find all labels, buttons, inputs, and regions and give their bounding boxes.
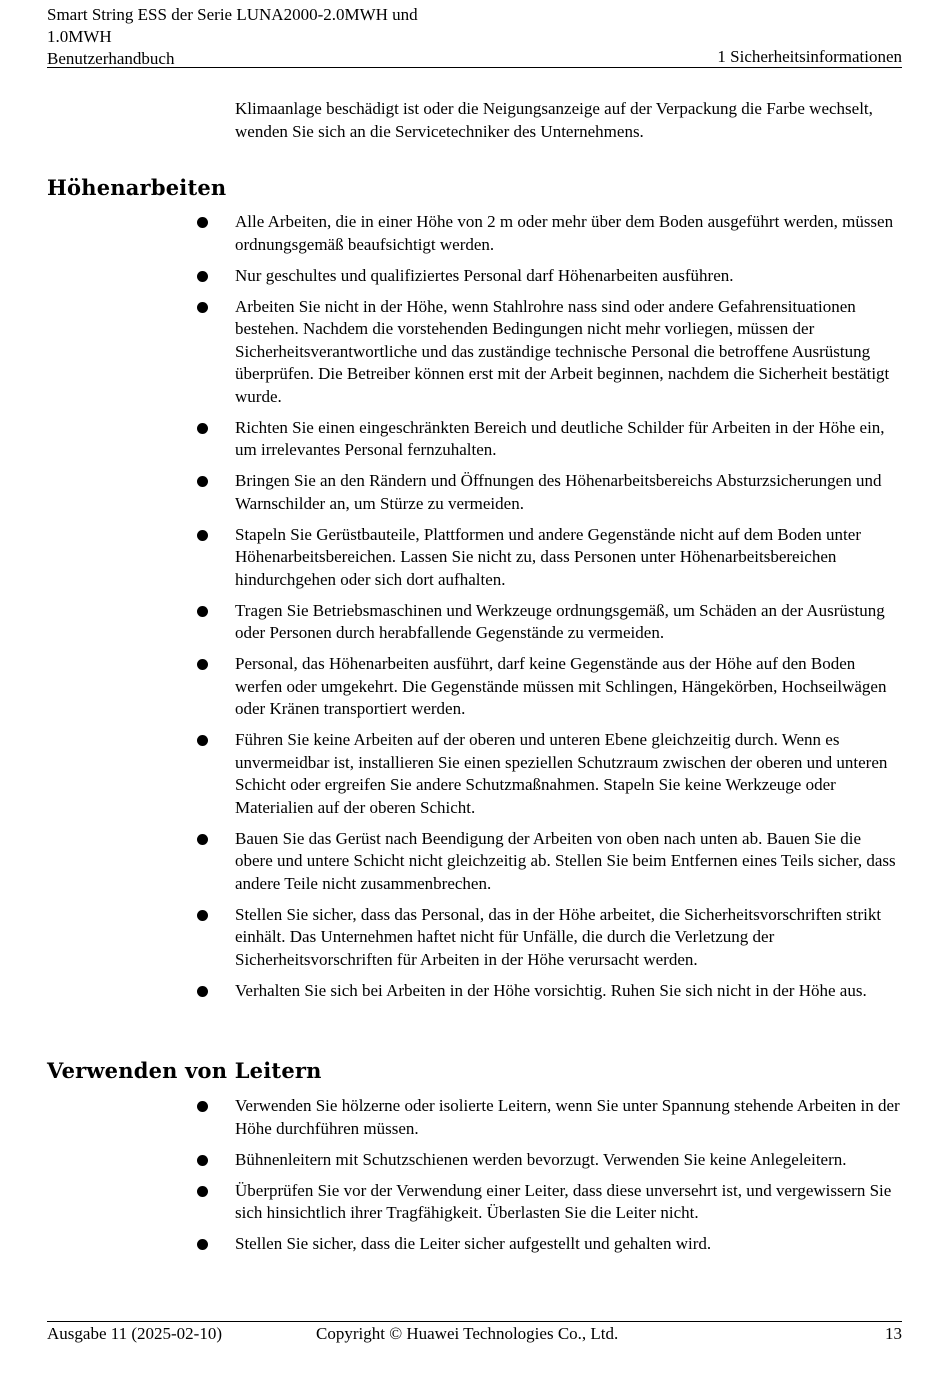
footer-edition: Ausgabe 11 (2025-02-10) [47, 1324, 222, 1343]
height-work-list [197, 211, 902, 1011]
bullet-icon [197, 302, 208, 313]
section-title-ladders: Verwenden von Leitern [47, 1058, 322, 1083]
list-item: Verhalten Sie sich bei Arbeiten in der Höhe vorsichtig. Ruhen Sie sich nicht in der Höhe aus. [197, 980, 902, 1003]
list-item: Stellen Sie sicher, dass das Personal, das in der Höhe arbeitet, die Sicherheitsvorschriften strikt einhält. Das Unternehmen haftet nicht für Unfälle, die durch die Verletzung der Sicherheitsvorschriften für Arbeiten in der Höhe verursacht werden. [197, 904, 902, 972]
bullet-icon [197, 423, 208, 434]
list-item: Nur geschultes und qualifiziertes Personal darf Höhenarbeiten ausführen. [197, 265, 902, 288]
list-item: Arbeiten Sie nicht in der Höhe, wenn Stahlrohre nass sind oder andere Gefahrensituationen bestehen. Nachdem die vorstehenden Bedingungen nicht mehr vorliegen, müssen der Sicherheitsverantwortliche und das zuständige technische Personal die betroffene Ausrüstung überprüfen. Die Betreiber können erst mit der Arbeit beginnen, nachdem die Sicherheit bestätigt wurde. [197, 296, 902, 409]
bullet-icon [197, 910, 208, 921]
bullet-icon [197, 606, 208, 617]
header-chapter: 1 Sicherheitsinformationen [717, 47, 902, 66]
header-manual-name: Benutzerhandbuch [47, 49, 175, 68]
header-product-line2: 1.0MWH [47, 27, 112, 46]
bullet-icon [197, 271, 208, 282]
bullet-icon [197, 1155, 208, 1166]
bullet-icon [197, 530, 208, 541]
header-product-title [47, 4, 418, 70]
footer-copyright: Copyright © Huawei Technologies Co., Ltd. [316, 1324, 619, 1343]
intro-paragraph: Klimaanlage beschädigt ist oder die Neigungsanzeige auf der Verpackung die Farbe wechselt, wenden Sie sich an die Servicetechniker des Unternehmens. [235, 99, 873, 141]
list-item: Richten Sie einen eingeschränkten Bereich und deutliche Schilder für Arbeiten in der Höhe ein, um irrelevantes Personal fernzuhalten. [197, 417, 902, 462]
footer-divider [47, 1321, 902, 1322]
list-item: Überprüfen Sie vor der Verwendung einer Leiter, dass diese unversehrt ist, und vergewissern Sie sich hinsichtlich ihrer Tragfähigkeit. Überlasten Sie die Leiter nicht. [197, 1180, 902, 1225]
list-item: Stellen Sie sicher, dass die Leiter sicher aufgestellt und gehalten wird. [197, 1233, 902, 1256]
list-item: Bühnenleitern mit Schutzschienen werden bevorzugt. Verwenden Sie keine Anlegeleitern. [197, 1149, 902, 1172]
header-divider [47, 67, 902, 68]
bullet-icon [197, 659, 208, 670]
bullet-icon [197, 217, 208, 228]
list-item: Personal, das Höhenarbeiten ausführt, darf keine Gegenstände aus der Höhe auf den Boden werfen oder umgekehrt. Die Gegenstände müssen mit Schlingen, Hängekörben, Hochseilwägen oder Kränen transportiert werden. [197, 653, 902, 721]
list-item: Tragen Sie Betriebsmaschinen und Werkzeuge ordnungsgemäß, um Schäden an der Ausrüstung oder Personen durch herabfallende Gegenstände zu vermeiden. [197, 600, 902, 645]
section-title-height-work: Höhenarbeiten [47, 175, 227, 200]
list-item: Bringen Sie an den Rändern und Öffnungen des Höhenarbeitsbereichs Absturzsicherungen und Warnschilder an, um Stürze zu vermeiden. [197, 470, 902, 515]
bullet-icon [197, 834, 208, 845]
bullet-icon [197, 735, 208, 746]
footer-page-number: 13 [885, 1324, 902, 1343]
header-product-line1: Smart String ESS der Serie LUNA2000-2.0MWH und [47, 5, 418, 24]
list-item: Bauen Sie das Gerüst nach Beendigung der Arbeiten von oben nach unten ab. Bauen Sie die obere und untere Schicht nicht gleichzeitig ab. Stellen Sie beim Entfernen eines Teils sicher, dass andere Teile nicht zusammenbrechen. [197, 828, 902, 896]
bullet-icon [197, 1101, 208, 1112]
ladders-list [197, 1095, 902, 1264]
list-item: Führen Sie keine Arbeiten auf der oberen und unteren Ebene gleichzeitig durch. Wenn es unvermeidbar ist, installieren Sie einen speziellen Schutzraum zwischen der oberen und unteren Schicht oder ergreifen Sie andere Schutzmaßnahmen. Stapeln Sie keine Werkzeuge oder Materialien auf der oberen Schicht. [197, 729, 902, 819]
bullet-icon [197, 1239, 208, 1250]
list-item: Verwenden Sie hölzerne oder isolierte Leitern, wenn Sie unter Spannung stehende Arbeiten in der Höhe durchführen müssen. [197, 1095, 902, 1140]
list-item: Stapeln Sie Gerüstbauteile, Plattformen und andere Gegenstände nicht auf dem Boden unter Höhenarbeitsbereichen. Lassen Sie nicht zu, dass Personen unter Höhenarbeitsbereichen hindurchgehen oder sich dort aufhalten. [197, 524, 902, 592]
bullet-icon [197, 1186, 208, 1197]
bullet-icon [197, 986, 208, 997]
bullet-icon [197, 476, 208, 487]
list-item: Alle Arbeiten, die in einer Höhe von 2 m oder mehr über dem Boden ausgeführt werden, müssen ordnungsgemäß beaufsichtigt werden. [197, 211, 902, 256]
